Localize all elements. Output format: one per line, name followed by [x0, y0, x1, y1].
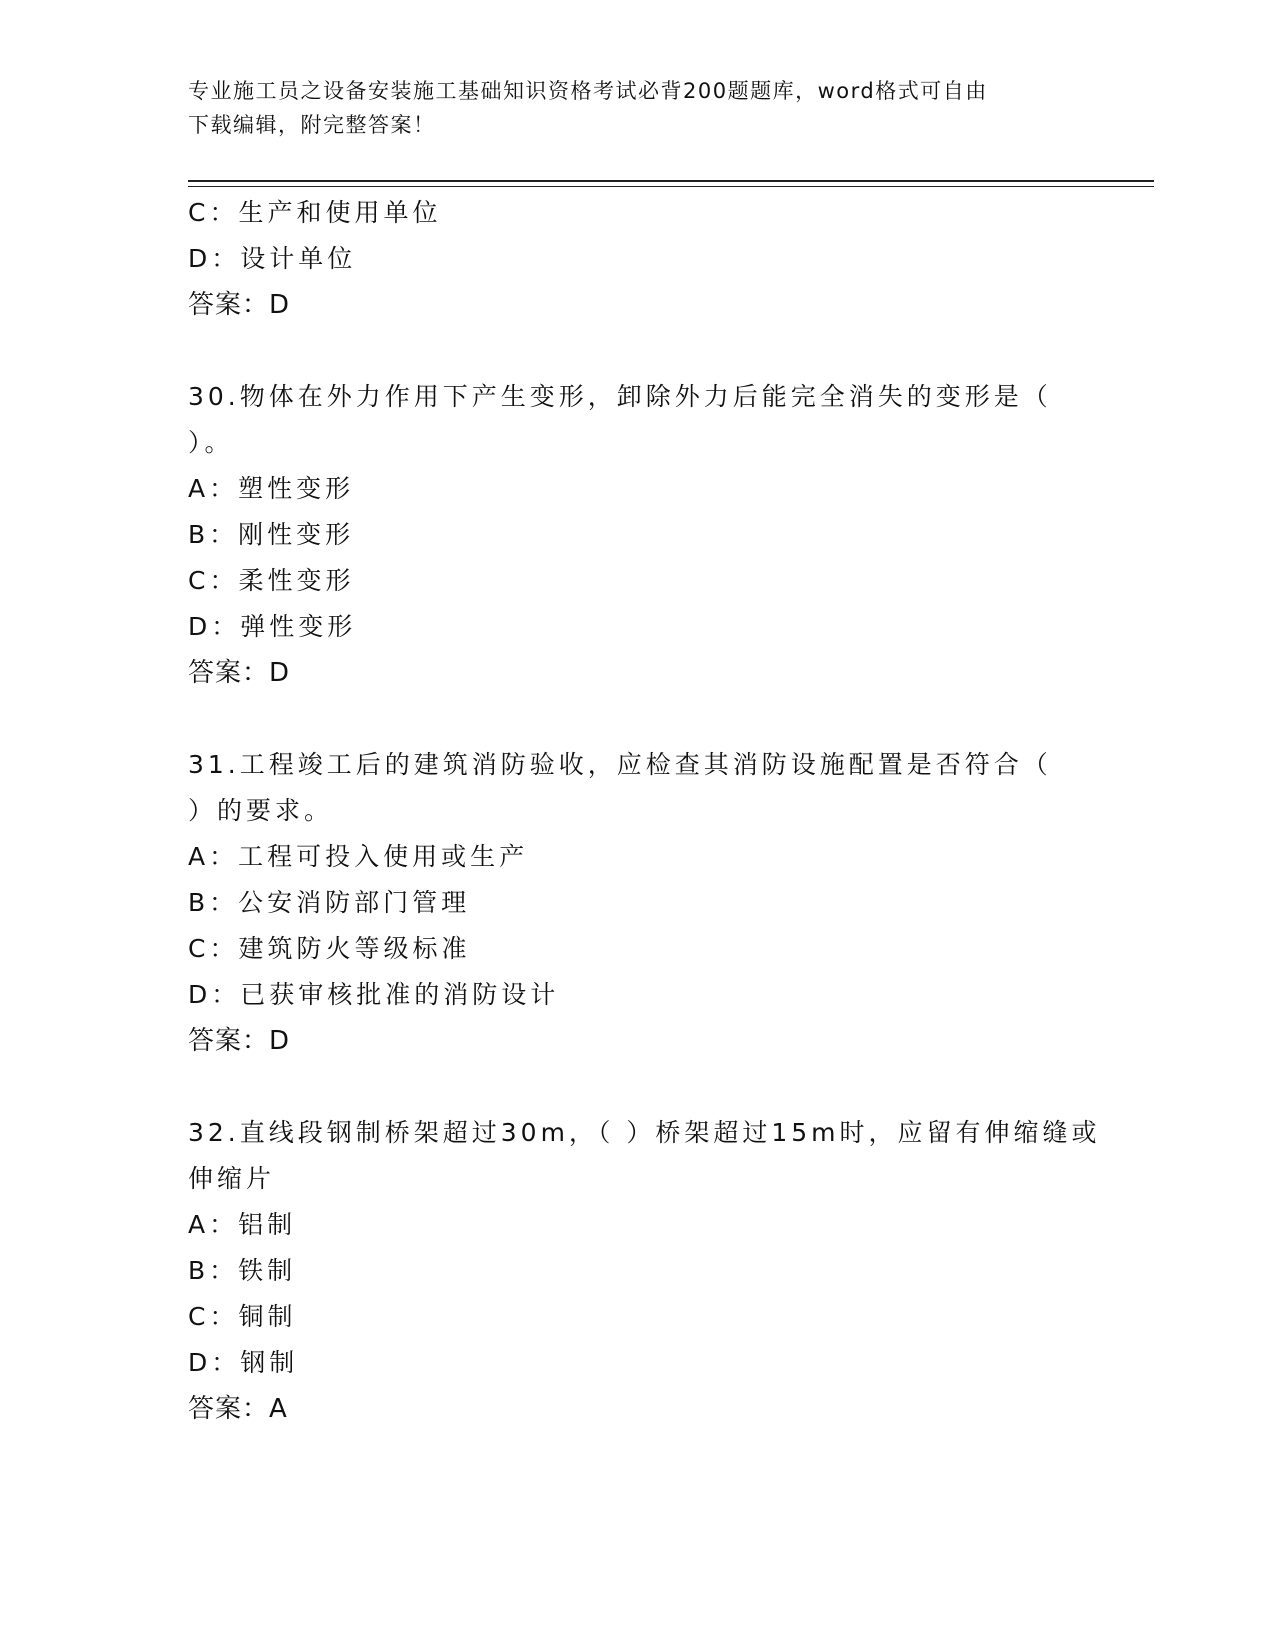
answer-line: 答案：D	[188, 290, 291, 320]
header-line-2: 下载编辑，附完整答案！	[188, 113, 436, 137]
answer-line: 答案：A	[188, 1394, 288, 1424]
option-d: D：弹性变形	[188, 612, 357, 641]
answer-line: 答案：D	[188, 1026, 291, 1056]
option-a: A：塑性变形	[188, 474, 355, 503]
option-d: D：已获审核批准的消防设计	[188, 980, 560, 1009]
option-c: C：柔性变形	[188, 566, 355, 595]
question-30	[188, 374, 1088, 696]
question-stem-line-2: 伸缩片	[188, 1164, 276, 1193]
option-a: A：工程可投入使用或生产	[188, 842, 529, 871]
answer-line: 答案：D	[188, 658, 291, 688]
header-line-1: 专业施工员之设备安装施工基础知识资格考试必背200题题库，word格式可自由	[188, 79, 988, 103]
question-32	[188, 1110, 1101, 1432]
header-divider-thin	[188, 186, 1154, 187]
question-stem-line-2: ）的要求。	[188, 796, 334, 825]
question-stem-line-1: 31.工程竣工后的建筑消防验收，应检查其消防设施配置是否符合（	[188, 750, 1052, 779]
option-c: C：铜制	[188, 1302, 297, 1331]
question-31	[188, 742, 1088, 1064]
option-c: C：建筑防火等级标准	[188, 934, 471, 963]
option-c: C：生产和使用单位	[188, 198, 442, 227]
prev-question-tail	[188, 190, 1088, 328]
question-stem-line-1: 32.直线段钢制桥架超过30m，（ ）桥架超过15m时，应留有伸缩缝或	[188, 1118, 1101, 1147]
option-b: B：刚性变形	[188, 520, 355, 549]
option-d: D：钢制	[188, 1348, 299, 1377]
option-b: B：铁制	[188, 1256, 297, 1285]
question-list	[188, 190, 1101, 1432]
option-a: A：铝制	[188, 1210, 297, 1239]
document-header	[188, 74, 1088, 142]
header-divider-thick	[188, 180, 1154, 182]
question-stem-line-2: ）。	[188, 428, 234, 457]
option-b: B：公安消防部门管理	[188, 888, 471, 917]
option-d: D：设计单位	[188, 244, 357, 273]
question-stem-line-1: 30.物体在外力作用下产生变形，卸除外力后能完全消失的变形是（	[188, 382, 1052, 411]
